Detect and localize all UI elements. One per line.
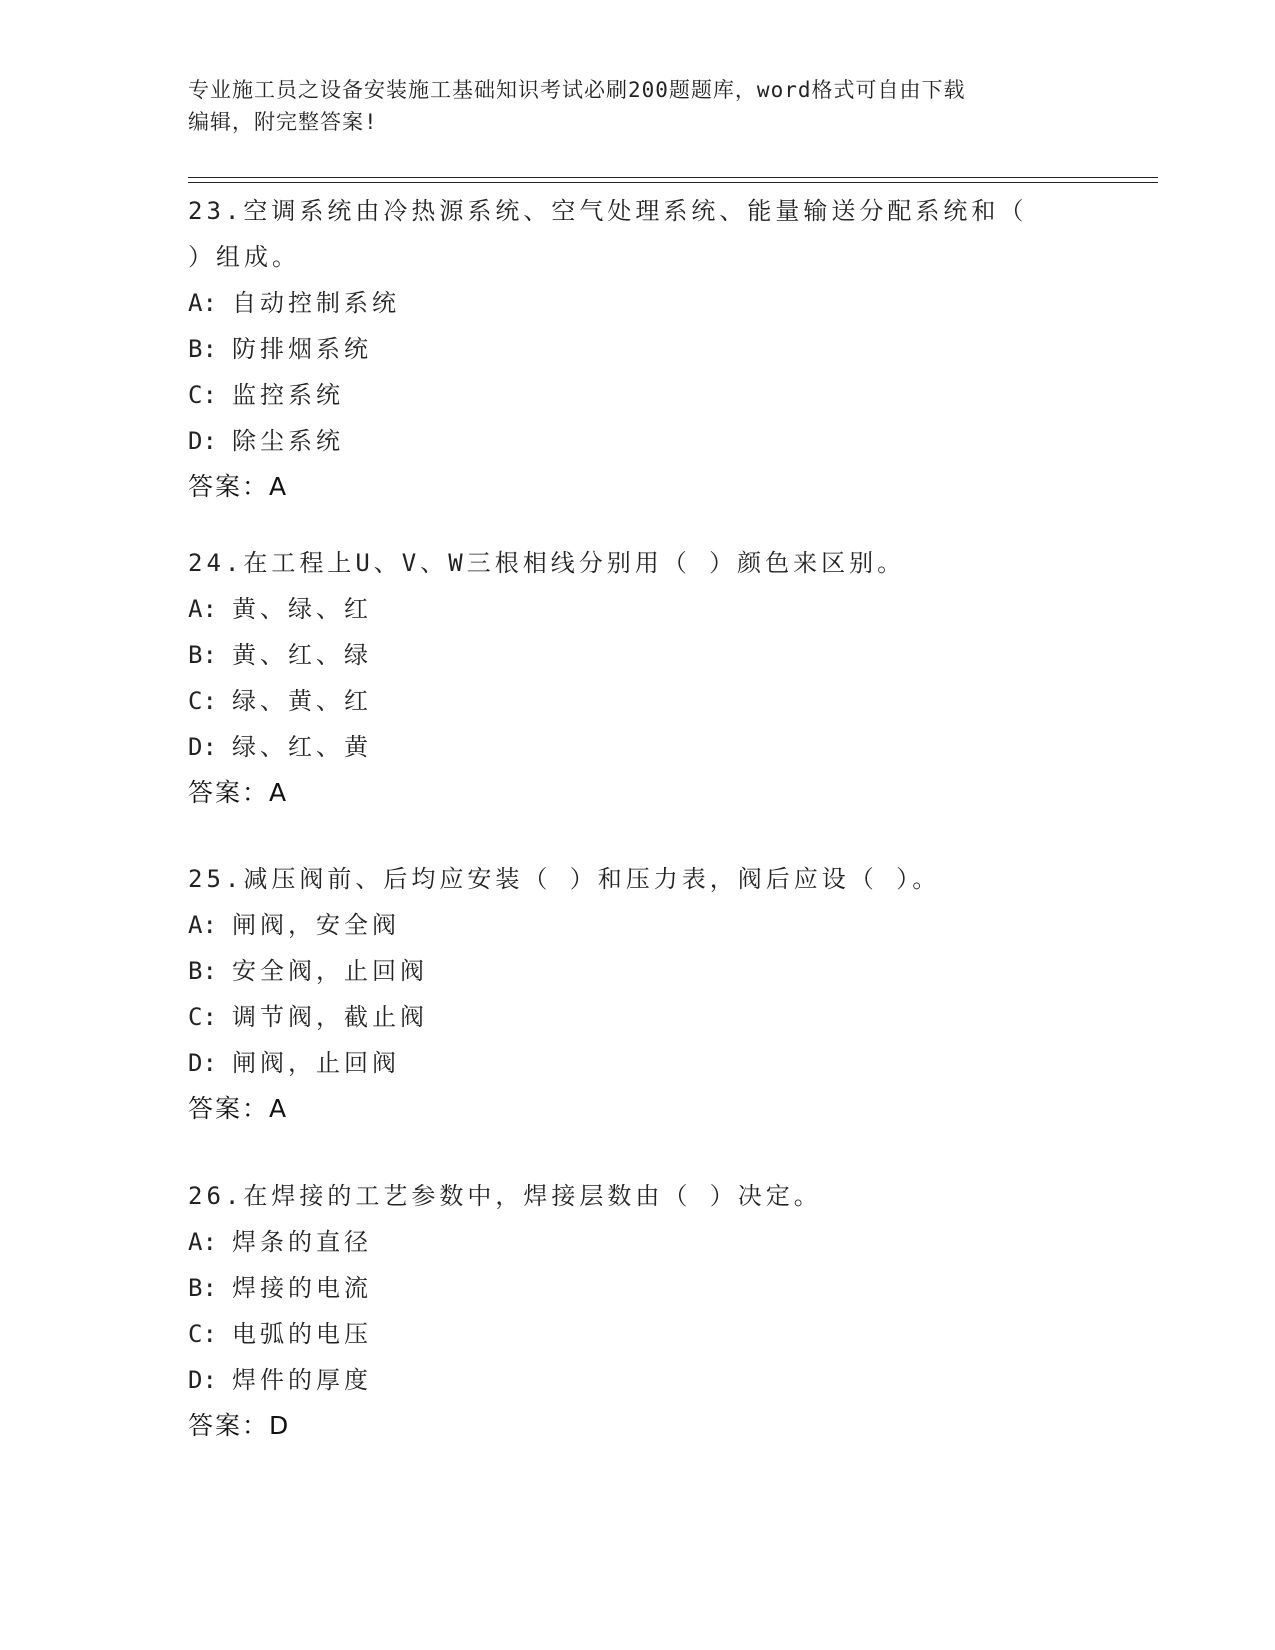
option-letter: A: [188, 595, 217, 623]
option-letter: D: [188, 1049, 217, 1077]
answer-label: 答案：A [188, 472, 289, 501]
option-letter: B: [188, 335, 217, 363]
option-letter: B: [188, 957, 217, 985]
option-letter: D: [188, 733, 217, 761]
option-b [188, 326, 1088, 372]
option-letter: B: [188, 1274, 217, 1302]
option-text: 闸阀，安全阀 [232, 911, 400, 939]
question-stem: 26.在焊接的工艺参数中，焊接层数由（ ）决定。 [188, 1182, 822, 1210]
option-text: 绿、黄、红 [232, 687, 372, 715]
option-text: 焊件的厚度 [232, 1366, 372, 1394]
option-letter: A: [188, 289, 217, 317]
option-letter: C: [188, 1003, 217, 1031]
question-26 [188, 1173, 1088, 1449]
option-b [188, 948, 1088, 994]
question-stem-continued: ）组成。 [188, 243, 300, 271]
option-c [188, 678, 1088, 724]
document-header [188, 74, 1088, 138]
option-letter: D: [188, 427, 217, 455]
option-a [188, 586, 1088, 632]
question-stem: 24.在工程上U、V、W三根相线分别用（ ）颜色来区别。 [188, 549, 906, 577]
header-title-line-2: 编辑，附完整答案! [188, 110, 378, 134]
option-text: 黄、红、绿 [232, 641, 372, 669]
option-b [188, 632, 1088, 678]
answer-label: 答案：A [188, 778, 289, 807]
option-text: 防排烟系统 [232, 335, 372, 363]
option-d [188, 724, 1088, 770]
option-a [188, 902, 1088, 948]
option-letter: C: [188, 687, 217, 715]
question-25 [188, 856, 1088, 1132]
option-a [188, 280, 1088, 326]
option-text: 调节阀，截止阀 [232, 1003, 428, 1031]
option-b [188, 1265, 1088, 1311]
option-d [188, 418, 1088, 464]
header-divider-bottom [188, 182, 1158, 183]
option-c [188, 372, 1088, 418]
option-letter: D: [188, 1366, 217, 1394]
question-24 [188, 540, 1088, 816]
question-stem: 23.空调系统由冷热源系统、空气处理系统、能量输送分配系统和（ [188, 197, 1028, 225]
header-title-line-1: 专业施工员之设备安装施工基础知识考试必刷200题题库，word格式可自由下载 [188, 78, 966, 102]
option-letter: C: [188, 381, 217, 409]
option-text: 绿、红、黄 [232, 733, 372, 761]
option-text: 电弧的电压 [232, 1320, 372, 1348]
option-letter: A: [188, 911, 217, 939]
option-text: 自动控制系统 [232, 289, 400, 317]
answer-label: 答案：A [188, 1094, 289, 1123]
option-text: 焊条的直径 [232, 1228, 372, 1256]
option-letter: B: [188, 641, 217, 669]
question-23 [188, 188, 1088, 510]
option-c [188, 994, 1088, 1040]
option-text: 闸阀，止回阀 [232, 1049, 400, 1077]
option-c [188, 1311, 1088, 1357]
option-text: 监控系统 [232, 381, 344, 409]
option-letter: C: [188, 1320, 217, 1348]
option-text: 安全阀，止回阀 [232, 957, 428, 985]
header-divider-top [188, 177, 1158, 178]
option-letter: A: [188, 1228, 217, 1256]
option-d [188, 1357, 1088, 1403]
option-text: 焊接的电流 [232, 1274, 372, 1302]
answer-label: 答案：D [188, 1411, 291, 1440]
option-d [188, 1040, 1088, 1086]
question-stem: 25.减压阀前、后均应安装（ ）和压力表，阀后应设（ ）。 [188, 865, 941, 893]
option-text: 除尘系统 [232, 427, 344, 455]
option-text: 黄、绿、红 [232, 595, 372, 623]
option-a [188, 1219, 1088, 1265]
